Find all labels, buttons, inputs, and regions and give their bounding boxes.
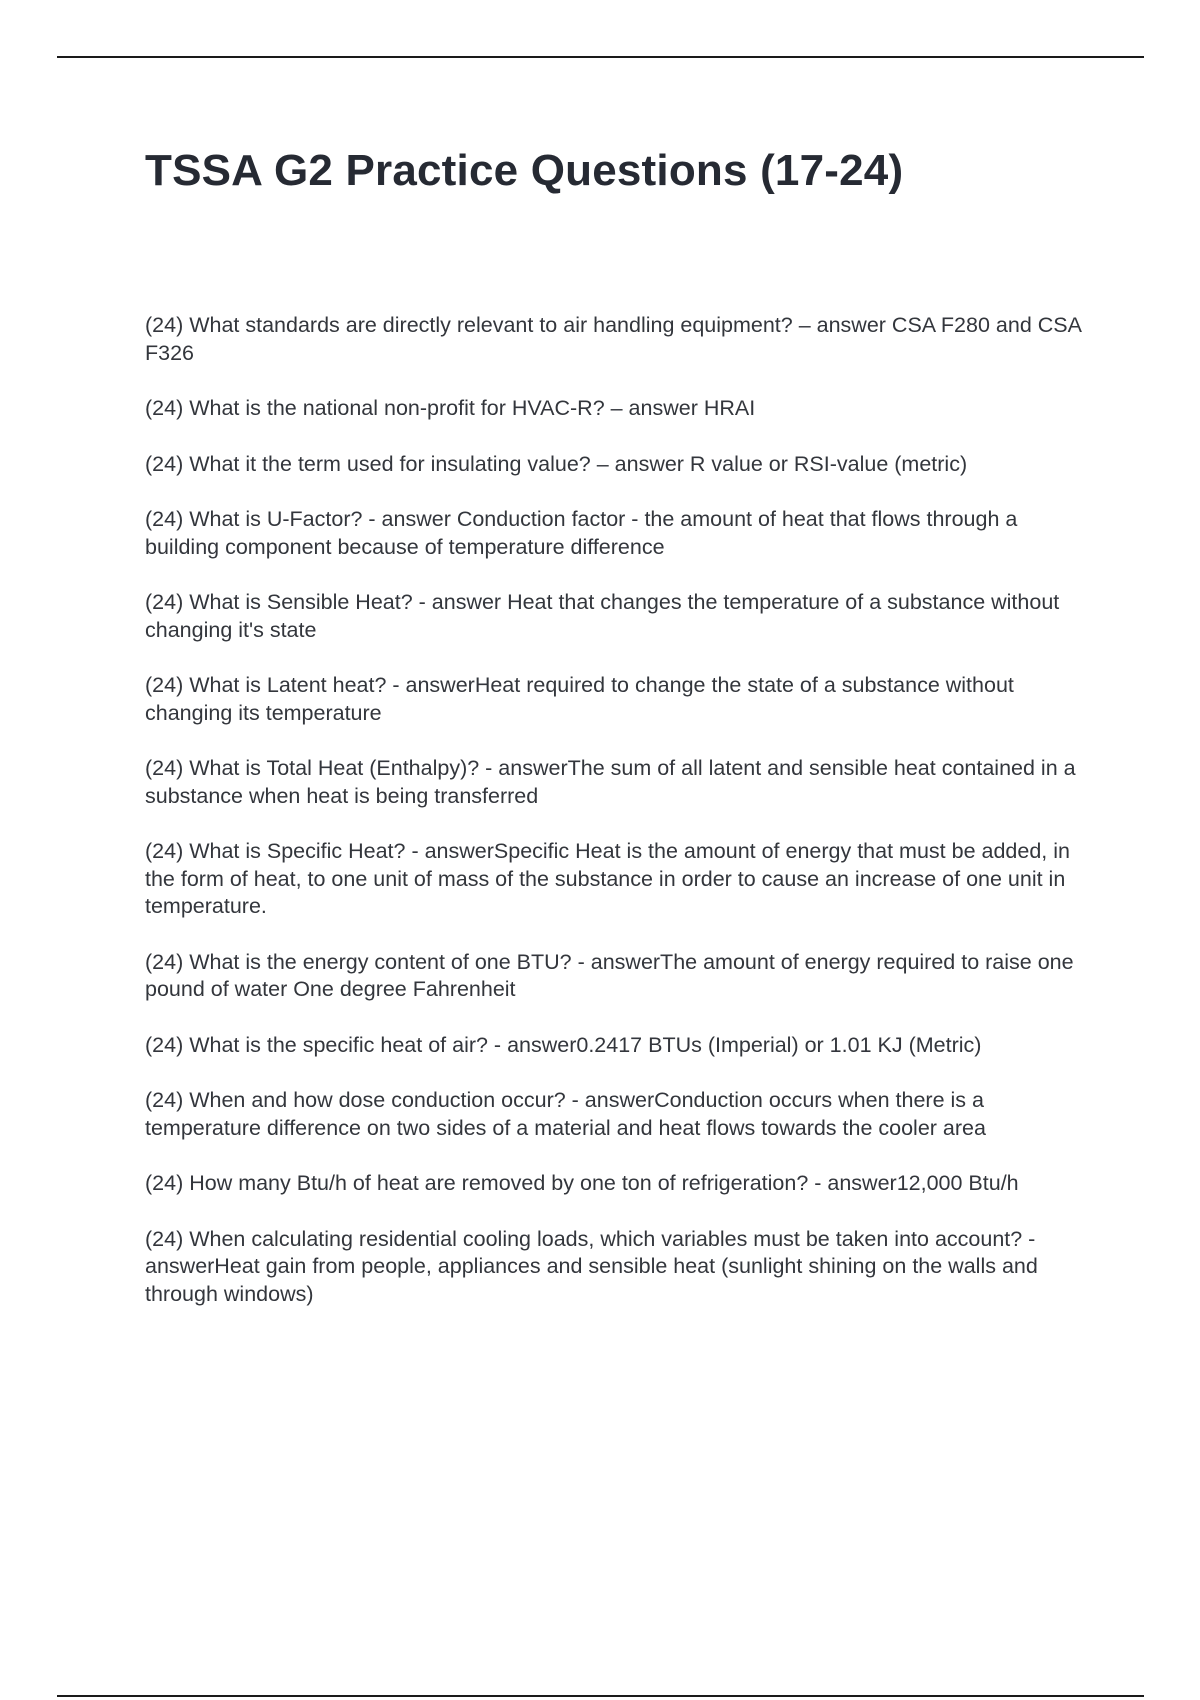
question-item: (24) What is Specific Heat? - answerSpecific Heat is the amount of energy that must be added, in the form of heat, to one unit of mass of the substance in order to cause an increase of one unit in temperature. [145,839,1070,918]
question-item: (24) When and how dose conduction occur? - answerConduction occurs when there is a temperature difference on two sides of a material and heat flows towards the cooler area [145,1088,986,1140]
question-item: (24) What is the specific heat of air? - answer0.2417 BTUs (Imperial) or 1.01 KJ (Metric) [145,1032,982,1057]
page-title: TSSA G2 Practice Questions (17-24) [145,146,904,195]
question-item: (24) When calculating residential cooling loads, which variables must be taken into account? - answerHeat gain from people, appliances and sensible heat (sunlight shining on the walls and through windows) [145,1226,1038,1306]
question-item: (24) What is U-Factor? - answer Conduction factor - the amount of heat that flows through a building component because of temperature difference [145,507,1018,559]
top-rule [57,56,1144,58]
question-item: (24) How many Btu/h of heat are removed by one ton of refrigeration? - answer12,000 Btu/h [145,1171,1019,1195]
question-list [145,312,1095,1336]
bottom-rule [57,1695,1144,1697]
question-item: (24) What is Latent heat? - answerHeat required to change the state of a substance without changing its temperature [145,673,1014,725]
question-item: (24) What is the national non-profit for HVAC-R? – answer HRAI [145,396,756,420]
question-item: (24) What it the term used for insulating value? – answer R value or RSI-value (metric) [145,451,968,476]
question-item: (24) What is the energy content of one BTU? - answerThe amount of energy required to raise one pound of water One degree Fahrenheit [145,949,1074,1001]
question-item: (24) What is Sensible Heat? - answer Heat that changes the temperature of a substance without changing it's state [145,590,1060,642]
question-item: (24) What standards are directly relevant to air handling equipment? – answer CSA F280 and CSA F326 [145,313,1081,365]
question-item: (24) What is Total Heat (Enthalpy)? - answerThe sum of all latent and sensible heat contained in a substance when heat is being transferred [145,756,1076,808]
